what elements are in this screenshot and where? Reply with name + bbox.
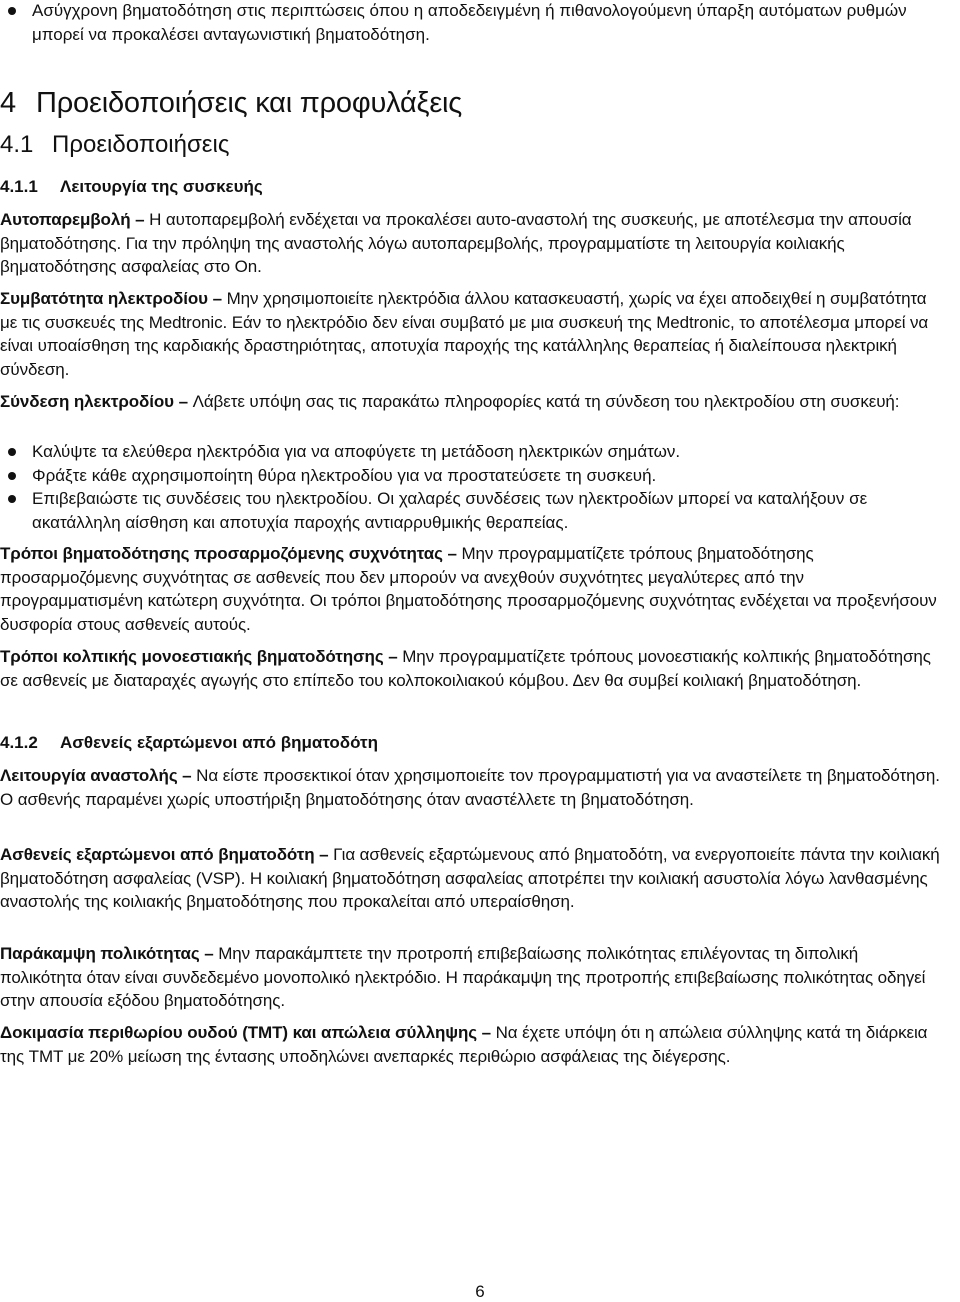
paragraph-text: Να είστε προσεκτικοί όταν χρησιμοποιείτε τον προγραμματιστή για να αναστείλετε τη βηματοδότηση. Ο ασθενής παραμένει χωρίς υποστήριξη βηματοδότησης όταν αναστέλλετε τη βηματοδότηση.	[0, 766, 940, 809]
term: Λειτουργία αναστολής	[0, 766, 178, 785]
term-dash: –	[442, 544, 462, 563]
section-number: 4.1.2	[0, 733, 38, 752]
paragraph-text: Η αυτοπαρεμβολή ενδέχεται να προκαλέσει αυτο-αναστολή της συσκευής, με αποτέλεσμα την απουσία βηματοδότησης. Για την πρόληψη της αναστολής λόγω αυτοπαρεμβολής, προγραμματίστε τη λειτουργία κοιλιακής βηματοδότησης ασφαλείας στο On.	[0, 210, 912, 276]
paragraph-autoparemvoli	[0, 208, 940, 279]
section-number: 4.1.1	[0, 177, 38, 196]
term-dash: –	[130, 210, 150, 229]
term-dash: –	[314, 845, 334, 864]
paragraph-text: Για ασθενείς εξαρτώμενους από βηματοδότη, να ενεργοποιείτε πάντα την κοιλιακή βηματοδότηση ασφαλείας (VSP). Η κοιλιακή βηματοδότηση ασφαλείας αποτρέπει την κοιλιακή ασυστολία λόγω λανθασμένης αναστολής της κοιλιακής βηματοδότησης που προκαλείται από υπεραίσθηση.	[0, 845, 940, 911]
section-number: 4.1	[0, 131, 34, 158]
term-dash: –	[383, 647, 403, 666]
term: Αυτοπαρεμβολή	[0, 210, 131, 229]
list-item-text: Φράξτε κάθε αχρησιμοποίητη θύρα ηλεκτροδίου για να προστατεύσετε τη συσκευή.	[32, 466, 657, 485]
section-title: Λειτουργία της συσκευής	[60, 177, 263, 196]
section-title: Ασθενείς εξαρτώμενοι από βηματοδότη	[60, 733, 379, 752]
section-title: Προειδοποιήσεις	[52, 131, 230, 158]
list-item	[8, 487, 940, 534]
paragraph-text: Μην χρησιμοποιείτε ηλεκτρόδια άλλου κατασκευαστή, χωρίς να έχει αποδειχθεί η συμβατότητα με τις συσκευές της Medtronic. Εάν το ηλεκτρόδιο δεν είναι συμβατό με μια συσκευή της Medtronic, το αποτέλεσμα μπορεί να είναι υποαίσθηση της καρδιακής δραστηριότητας, αποτυχία παροχής της κατάλληλης θεραπείας ή διαλείπουσα ηλεκτρική σύνδεση.	[0, 289, 929, 379]
list-item-text: Επιβεβαιώστε τις συνδέσεις του ηλεκτροδίου. Οι χαλαρές συνδέσεις των ηλεκτροδίων μπορεί να καταλήξουν σε ακατάλληλη αίσθηση και αποτυχία παροχής αντιαρρυθμικής θεραπείας.	[32, 489, 868, 532]
section-heading-4	[0, 86, 462, 120]
term: Παράκαμψη πολικότητας	[0, 944, 200, 963]
paragraph-text: Μην προγραμματίζετε τρόπους μονοεστιακής κολπικής βηματοδότησης σε ασθενείς με διαταραχές αγωγής στο επίπεδο του κολποκοιλιακού κόμβου. Δεν θα συμβεί κοιλιακή βηματοδότηση.	[0, 647, 931, 690]
list-item-text: Ασύγχρονη βηματοδότηση στις περιπτώσεις όπου η αποδεδειγμένη ή πιθανολογούμενη ύπαρξη αυτόματων ρυθμών μπορεί να προκαλέσει ανταγωνιστική βηματοδότηση.	[32, 1, 907, 44]
section-heading-4-1-1	[0, 175, 263, 199]
section-heading-4-1	[0, 130, 229, 160]
term: Τρόποι βηματοδότησης προσαρμοζόμενης συχνότητας	[0, 544, 443, 563]
paragraph-text: Μην προγραμματίζετε τρόπους βηματοδότησης προσαρμοζόμενης συχνότητας σε ασθενείς που δεν μπορούν να ανεχθούν συχνότητες μεγαλύτερες από την προγραμματισμένη κατώτερη συχνότητα. Οι τρόποι βηματοδότησης προσαρμοζόμενης συχνότητας ενδέχεται να προξενήσουν δυσφορία στους ασθενείς αυτούς.	[0, 544, 937, 634]
paragraph-symvatotita	[0, 287, 940, 381]
paragraph-syndesi	[0, 390, 940, 414]
term-dash: –	[177, 766, 197, 785]
term: Τρόποι κολπικής μονοεστιακής βηματοδότησης	[0, 647, 384, 666]
paragraph-leitourgia-anastolis	[0, 764, 940, 811]
list-item	[8, 0, 940, 46]
term: Συμβατότητα ηλεκτροδίου	[0, 289, 208, 308]
term-dash: –	[173, 392, 193, 411]
paragraph-text: Μην παρακάμπτετε την προτροπή επιβεβαίωσης πολικότητας επιλέγοντας τη διπολική πολικότητα όταν είναι συνδεδεμένο μονοπολικό ηλεκτρόδιο. Η παράκαμψη της προτροπής επιβεβαίωσης πολικότητας οδηγεί στην απουσία εξόδου βηματοδότησης.	[0, 944, 926, 1010]
section-heading-4-1-2	[0, 731, 378, 755]
bullet-icon	[8, 495, 16, 503]
bullet-icon	[8, 448, 16, 456]
paragraph-text: Λάβετε υπόψη σας τις παρακάτω πληροφορίες κατά τη σύνδεση του ηλεκτροδίου στη συσκευή:	[192, 392, 900, 411]
paragraph-tropoi-prosarmozomenis	[0, 542, 940, 636]
term-dash: –	[207, 289, 227, 308]
term-dash: –	[477, 1023, 496, 1042]
paragraph-text: Να έχετε υπόψη ότι η απώλεια σύλληψης κατά τη διάρκεια της TMT με 20% μείωση της έντασης υποδηλώνει ανεπαρκές περιθώριο ασφάλειας της διέγερσης.	[0, 1023, 928, 1066]
page-number: 6	[475, 1282, 485, 1301]
paragraph-tropoi-kolpikis	[0, 645, 940, 692]
paragraph-dokimasia	[0, 1021, 940, 1068]
term: Ασθενείς εξαρτώμενοι από βηματοδότη	[0, 845, 315, 864]
list-item	[8, 464, 940, 488]
bullet-icon	[8, 472, 16, 480]
list-item	[8, 440, 940, 464]
paragraph-parakampsi	[0, 942, 940, 1013]
paragraph-astheneis	[0, 843, 940, 914]
bullet-icon	[8, 7, 16, 15]
section-number: 4	[0, 87, 16, 119]
term: Σύνδεση ηλεκτροδίου	[0, 392, 174, 411]
section-title: Προειδοποιήσεις και προφυλάξεις	[36, 87, 463, 119]
term: Δοκιμασία περιθωρίου ουδού (TMT) και απώλεια σύλληψης	[0, 1023, 478, 1042]
list-item-text: Καλύψτε τα ελεύθερα ηλεκτρόδια για να αποφύγετε τη μετάδοση ηλεκτρικών σημάτων.	[32, 442, 681, 461]
term-dash: –	[199, 944, 219, 963]
